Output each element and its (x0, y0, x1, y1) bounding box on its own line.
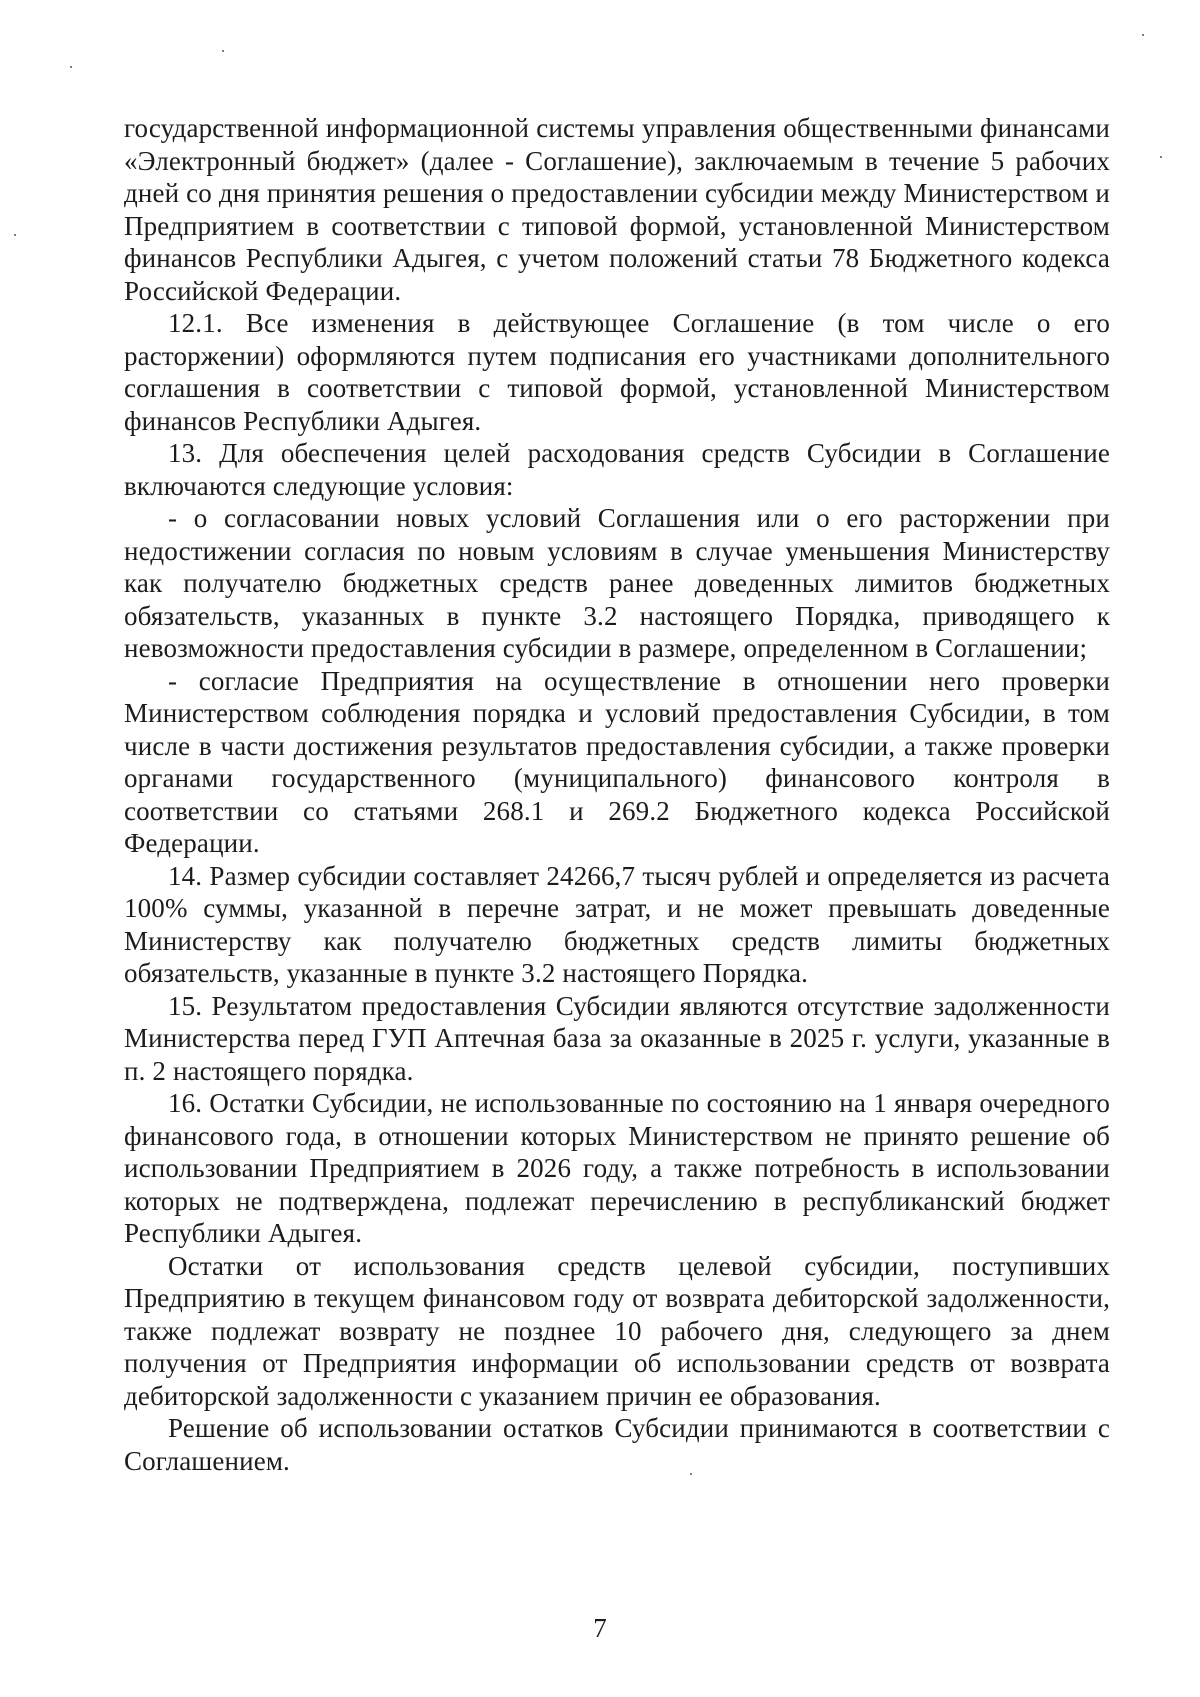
scan-speck (222, 50, 224, 52)
paragraph-13-list-item: - согласие Предприятия на осуществление в отношении него проверки Министерством соблюдения порядка и условий предоставления Субсидии, в том числе в части достижения результатов предоставления субсидии, а также проверки органами государственного (муниципального) финансового контроля в соответствии со статьями 268.1 и 269.2 Бюджетного кодекса Российской Федерации. (124, 665, 1110, 858)
document-body (124, 112, 1110, 1477)
scan-speck (1142, 34, 1144, 36)
paragraph-14: 14. Размер субсидии составляет 24266,7 тысяч рублей и определяется из расчета 100% суммы, указанной в перечне затрат, и не может превышать доведенные Министерству как получателю бюджетных средств лимиты бюджетных обязательств, указанные в пункте 3.2 настоящего Порядка. (124, 860, 1110, 988)
paragraph-16-decision: Решение об использовании остатков Субсидии принимаются в соответствии с Соглашением. (124, 1413, 1110, 1476)
paragraph-agreement-continuation: государственной информационной системы управления общественными финансами «Электронный бюджет» (далее - Соглашение), заключаемым в течение 5 рабочих дней со дня принятия решения о предоставлении субсидии между Министерством и Предприятием в соответствии с типовой формой, установленной Министерством финансов Республики Адыгея, с учетом положений статьи 78 Бюджетного кодекса Российской Федерации. (124, 113, 1110, 306)
scan-speck (70, 66, 72, 68)
paragraph-13: 13. Для обеспечения целей расходования средств Субсидии в Соглашение включаются следующие условия: (124, 438, 1110, 501)
paragraph-16: 16. Остатки Субсидии, не использованные по состоянию на 1 января очередного финансового года, в отношении которых Министерством не принято решение об использовании Предприятием в 2026 году, а также потребность в использовании которых не подтверждена, подлежат перечислению в республиканский бюджет Республики Адыгея. (124, 1088, 1110, 1248)
paragraph-13-list-item: - о согласовании новых условий Соглашения или о его расторжении при недостижении согласия по новым условиям в случае уменьшения Министерству как получателю бюджетных средств ранее доведенных лимитов бюджетных обязательств, указанных в пункте 3.2 настоящего Порядка, приводящего к невозможности предоставления субсидии в размере, определенном в Соглашении; (124, 503, 1110, 663)
paragraph-12-1: 12.1. Все изменения в действующее Соглашение (в том числе о его расторжении) оформляются путем подписания его участниками дополнительного соглашения в соответствии с типовой формой, установленной Министерством финансов Республики Адыгея. (124, 308, 1110, 436)
paragraph-15: 15. Результатом предоставления Субсидии являются отсутствие задолженности Министерства перед ГУП Аптечная база за оказанные в 2025 г. услуги, указанные в п. 2 настоящего порядка. (124, 990, 1110, 1086)
page-number: 7 (593, 1613, 607, 1643)
scan-speck (14, 234, 16, 236)
paragraph-16-remainders: Остатки от использования средств целевой субсидии, поступивших Предприятию в текущем финансовом году от возврата дебиторской задолженности, также подлежат возврату не позднее 10 рабочего дня, следующего за днем получения от Предприятия информации об использовании средств от возврата дебиторской задолженности с указанием причин ее образования. (124, 1250, 1110, 1411)
scan-speck (1160, 156, 1162, 158)
